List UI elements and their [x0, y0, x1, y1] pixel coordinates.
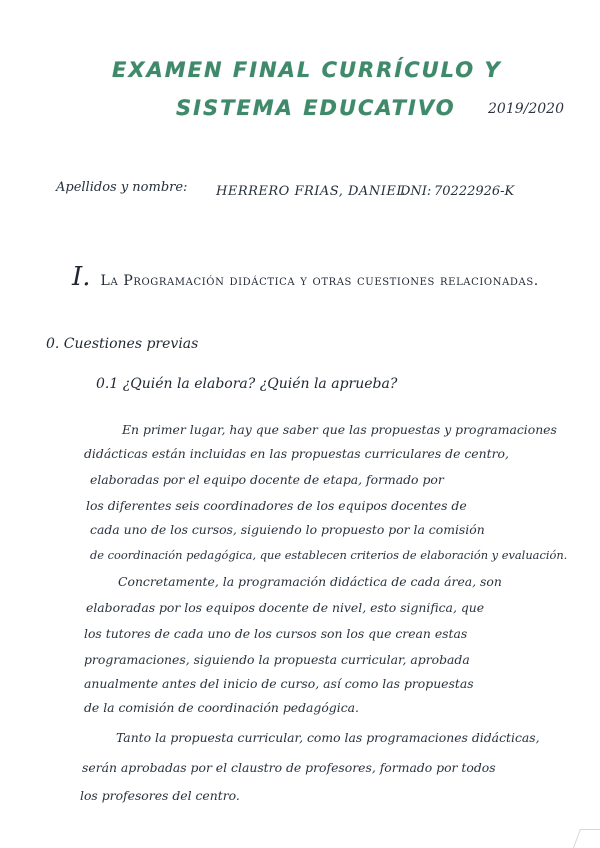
answer-line: anualmente antes del inicio de curso, así como las propuestas: [84, 676, 474, 691]
page-corner-fold: [573, 829, 600, 848]
answer-line: cada uno de los cursos, siguiendo lo propuesto por la comisión: [90, 522, 485, 537]
section-number: I.: [72, 262, 91, 292]
answer-line: serán aprobadas por el claustro de profesores, formado por todos: [82, 760, 496, 775]
dni-value: 70222926-K: [434, 184, 515, 199]
answer-line: elaboradas por los equipos docente de nivel, esto significa, que: [86, 600, 485, 615]
exam-title-line-2: SISTEMA EDUCATIVO: [176, 96, 456, 120]
student-name: HERRERO FRIAS, DANIEL: [216, 184, 406, 199]
exam-title-line-1: EXAMEN FINAL CURRÍCULO Y: [112, 58, 502, 82]
answer-line: los tutores de cada uno de los cursos son los que crean estas: [84, 626, 468, 641]
subsection-heading: 0. Cuestiones previas: [46, 336, 199, 352]
section-heading: [72, 262, 539, 292]
answer-line: de coordinación pedagógica, que establecen criterios de elaboración y evaluación.: [90, 548, 568, 562]
answer-line: programaciones, siguiendo la propuesta curricular, aprobada: [84, 652, 470, 667]
answer-line: de la comisión de coordinación pedagógica.: [84, 700, 359, 715]
academic-year: 2019/2020: [488, 101, 564, 117]
answer-line: didácticas están incluidas en las propuestas curriculares de centro,: [84, 446, 509, 461]
answer-line: los profesores del centro.: [80, 788, 240, 803]
section-title: La Programación didáctica y otras cuestiones relacionadas.: [100, 273, 539, 289]
question-heading: 0.1 ¿Quién la elabora? ¿Quién la aprueba?: [96, 376, 398, 392]
answer-line: Tanto la propuesta curricular, como las programaciones didácticas,: [116, 730, 540, 745]
answer-line: Concretamente, la programación didáctica de cada área, son: [118, 574, 502, 589]
answer-line: los diferentes seis coordinadores de los equipos docentes de: [86, 498, 467, 513]
answer-line: elaboradas por el equipo docente de etapa, formado por: [90, 472, 444, 487]
name-label: Apellidos y nombre:: [56, 180, 188, 195]
dni-label: DNI:: [400, 184, 432, 199]
answer-line: En primer lugar, hay que saber que las propuestas y programaciones: [122, 422, 557, 437]
